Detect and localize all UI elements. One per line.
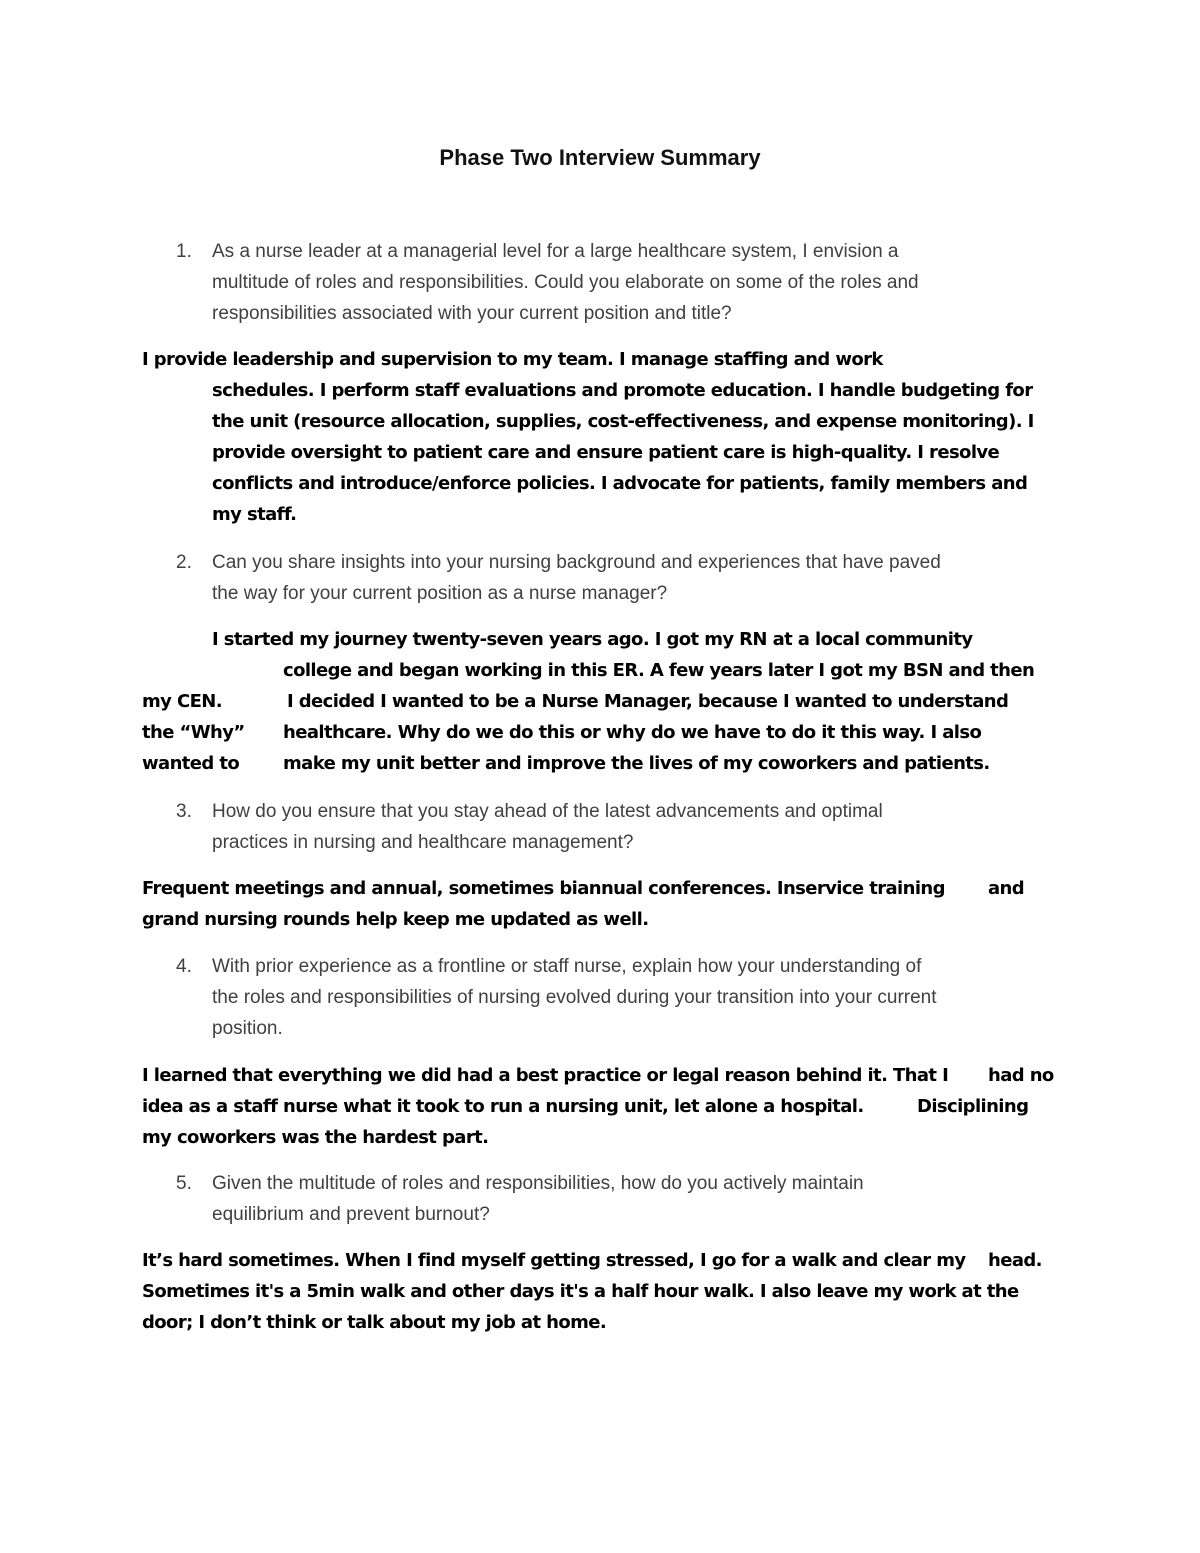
answer-line: door; I don’t think or talk about my job at home.: [142, 1312, 607, 1333]
question-line: the roles and responsibilities of nursing evolved during your transition into your current: [212, 987, 937, 1008]
question-line: Can you share insights into your nursing background and experiences that have paved: [212, 552, 941, 573]
answer-line: Frequent meetings and annual, sometimes biannual conferences. Inservice training: [142, 878, 945, 899]
question-line: With prior experience as a frontline or staff nurse, explain how your understanding of: [212, 956, 922, 977]
answer-line: my CEN.: [142, 691, 222, 712]
question-line: How do you ensure that you stay ahead of the latest advancements and optimal: [212, 801, 883, 822]
answer-line: wanted to: [142, 753, 240, 774]
answer-line: I learned that everything we did had a best practice or legal reason behind it. That I: [142, 1065, 949, 1086]
answer-line: Sometimes it's a 5min walk and other days it's a half hour walk. I also leave my work at the: [142, 1281, 1019, 1302]
answer-line: I provide leadership and supervision to my team. I manage staffing and work: [142, 349, 883, 370]
answer-line: make my unit better and improve the lives of my coworkers and patients.: [283, 753, 990, 774]
question-number: 4.: [176, 956, 192, 977]
answer-line: grand nursing rounds help keep me updated as well.: [142, 909, 649, 930]
question-line: responsibilities associated with your current position and title?: [212, 303, 732, 324]
answer-line: had no: [988, 1065, 1054, 1086]
question-number: 3.: [176, 801, 192, 822]
question-number: 1.: [176, 241, 192, 262]
question-number: 2.: [176, 552, 192, 573]
answer-line: the “Why”: [142, 722, 245, 743]
answer-line: head.: [988, 1250, 1042, 1271]
question-line: Given the multitude of roles and responsibilities, how do you actively maintain: [212, 1173, 864, 1194]
answer-line: Disciplining: [917, 1096, 1029, 1117]
answer-line: healthcare. Why do we do this or why do we have to do it this way. I also: [283, 722, 982, 743]
answer-line: college and began working in this ER. A few years later I got my BSN and then: [283, 660, 1035, 681]
question-line: multitude of roles and responsibilities. Could you elaborate on some of the roles and: [212, 272, 919, 293]
answer-line: It’s hard sometimes. When I find myself getting stressed, I go for a walk and clear my: [142, 1250, 966, 1271]
question-line: the way for your current position as a nurse manager?: [212, 583, 668, 604]
answer-line: idea as a staff nurse what it took to run a nursing unit, let alone a hospital.: [142, 1096, 864, 1117]
answer-line: and: [988, 878, 1025, 899]
question-line: equilibrium and prevent burnout?: [212, 1204, 490, 1225]
answer-line: conflicts and introduce/enforce policies. I advocate for patients, family members and: [212, 473, 1028, 494]
question-line: As a nurse leader at a managerial level for a large healthcare system, I envision a: [212, 241, 899, 262]
question-number: 5.: [176, 1173, 192, 1194]
answer-line: my staff.: [212, 504, 297, 525]
question-line: position.: [212, 1018, 283, 1039]
answer-line: provide oversight to patient care and ensure patient care is high-quality. I resolve: [212, 442, 1000, 463]
answer-line: the unit (resource allocation, supplies, cost-effectiveness, and expense monitoring). I: [212, 411, 1034, 432]
page-title: Phase Two Interview Summary: [439, 145, 761, 170]
question-line: practices in nursing and healthcare management?: [212, 832, 634, 853]
answer-line: I decided I wanted to be a Nurse Manager, because I wanted to understand: [287, 691, 1009, 712]
answer-line: my coworkers was the hardest part.: [142, 1127, 489, 1148]
answer-line: I started my journey twenty-seven years ago. I got my RN at a local community: [212, 629, 973, 650]
answer-line: schedules. I perform staff evaluations and promote education. I handle budgeting for: [212, 380, 1033, 401]
